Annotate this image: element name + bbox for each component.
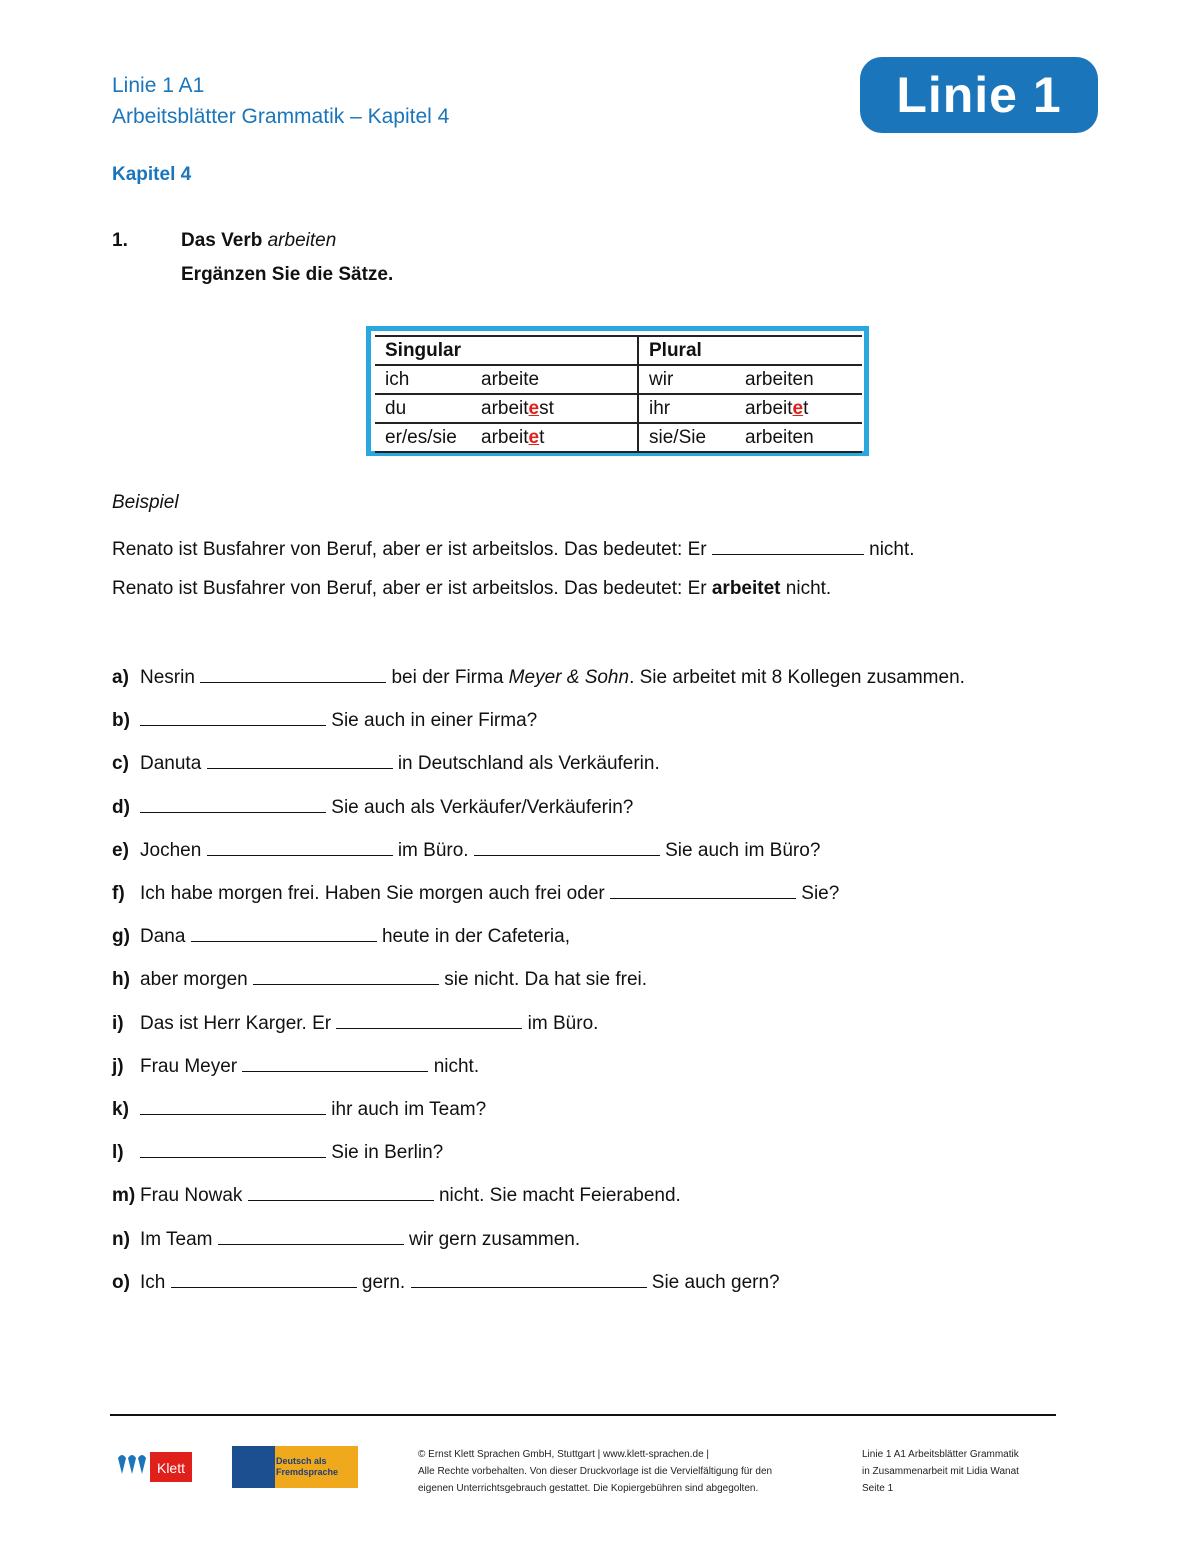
answer-blank[interactable] [140,1096,326,1115]
item-text: Frau Nowak [140,1185,248,1206]
item-letter: i) [112,1013,124,1034]
answer-blank[interactable] [248,1182,434,1201]
exercise-item [112,1010,598,1035]
item-text: Ich [140,1272,171,1293]
exercise-item [112,750,660,775]
answer-blank[interactable] [140,707,326,726]
answer-blank[interactable] [474,837,660,856]
item-text: heute in der Cafeteria, [376,926,570,947]
highlighted-ending: e [528,398,540,419]
daf-label: Deutsch als Fremdsprache [276,1456,339,1477]
item-text: Danuta [140,753,207,774]
exercise-item [112,1269,780,1294]
example-answer: Renato ist Busfahrer von Beruf, aber er ist arbeitslos. Das bedeutet: Er arbeitet nicht. [112,578,832,599]
item-text: Meyer & Sohn [508,667,630,688]
plural-pronoun: ihr [638,394,735,423]
item-text: Dana [140,926,191,947]
plural-header: Plural [638,336,862,365]
item-text: Nesrin [140,667,201,688]
linie1-logo [860,57,1098,133]
singular-header: Singular [375,336,638,365]
item-letter: b) [112,710,130,731]
item-text: nicht. [428,1056,480,1077]
item-letter: a) [112,667,129,688]
footer-copyright: © Ernst Klett Sprachen GmbH, Stuttgart | www.klett-sprachen.de | Alle Rechte vorbehalten. Von dieser Druckvorlage ist die Vervielfältigung für den eigenen Unterrichtsgebrauch gestattet. Die Kopiergebühren sind abgegolten. [418,1449,773,1494]
item-text: sie nicht. Da hat sie frei. [439,969,648,990]
klett-logo [112,1446,192,1488]
singular-form: arbeitet [471,423,638,452]
item-text: nicht. Sie macht Feierabend. [433,1185,681,1206]
exercise-item [112,1096,486,1121]
answer-blank[interactable] [253,966,439,985]
item-text: Sie? [796,883,840,904]
exercise-instruction: Ergänzen Sie die Sätze. [181,264,394,285]
item-letter: k) [112,1099,129,1120]
answer-blank[interactable] [191,923,377,942]
logo-text: Linie 1 [896,67,1062,123]
answer-blank[interactable] [218,1226,404,1245]
singular-pronoun: ich [375,365,471,394]
answer-blank[interactable] [171,1269,357,1288]
item-text: Sie auch als Verkäufer/Verkäuferin? [326,797,634,818]
singular-form: arbeite [471,365,638,394]
exercise-number: 1. [112,230,128,251]
plural-pronoun: wir [638,365,735,394]
item-text: Sie auch in einer Firma? [326,710,538,731]
item-text: aber morgen [140,969,254,990]
exercise-item [112,1139,443,1164]
footer-divider [110,1414,1056,1416]
answer-blank[interactable] [207,750,393,769]
item-letter: g) [112,926,130,947]
item-text: Sie in Berlin? [326,1142,444,1163]
singular-form: arbeitest [471,394,638,423]
exercise-title: Das Verb arbeiten [181,230,337,251]
item-text: im Büro. [522,1013,599,1034]
item-text: ihr auch im Team? [326,1099,487,1120]
conjugation-row [375,394,862,423]
exercise-item [112,794,633,819]
exercise-item [112,1053,479,1078]
daf-logo [232,1446,358,1488]
item-letter: l) [112,1142,124,1163]
item-text: . Sie arbeitet mit 8 Kollegen zusammen. [629,667,965,688]
exercise-item [112,1226,580,1251]
item-text: Jochen [140,840,207,861]
item-letter: d) [112,797,130,818]
item-text: im Büro. [392,840,474,861]
exercise-item [112,1182,681,1207]
conjugation-box [366,326,869,456]
conjugation-row [375,365,862,394]
item-text: bei der Firma [386,667,509,688]
answer-blank[interactable] [336,1010,522,1029]
exercise-item [112,837,820,862]
answer-blank[interactable] [610,880,796,899]
item-text: wir gern zusammen. [403,1229,581,1250]
singular-pronoun: er/es/sie [375,423,471,452]
exercise-verb: arbeiten [267,230,337,251]
conjugation-table [375,335,862,453]
item-text: Sie auch gern? [646,1272,780,1293]
item-text: Sie auch im Büro? [659,840,821,861]
klett-label: Klett [156,1460,186,1476]
exercise-item [112,966,647,991]
answer-blank[interactable] [200,664,386,683]
page-number: Seite 1 [862,1483,894,1494]
item-letter: h) [112,969,130,990]
answer-blank[interactable] [411,1269,647,1288]
plural-form: arbeiten [735,423,862,452]
item-text: gern. [356,1272,411,1293]
item-text: Das ist Herr Karger. Er [140,1013,337,1034]
item-text: in Deutschland als Verkäuferin. [392,753,660,774]
item-letter: n) [112,1229,130,1250]
conjugation-row [375,423,862,452]
item-letter: e) [112,840,129,861]
item-letter: m) [112,1185,136,1206]
item-text: Im Team [140,1229,218,1250]
document-subtitle: Arbeitsblätter Grammatik – Kapitel 4 [112,105,450,128]
item-letter: f) [112,883,125,904]
example-question: Renato ist Busfahrer von Beruf, aber er ist arbeitslos. Das bedeutet: Er nicht. [112,536,915,561]
document-title: Linie 1 A1 [112,74,205,97]
answer-blank[interactable] [140,794,326,813]
exercise-item [112,707,537,732]
example-label: Beispiel [112,492,179,513]
item-letter: c) [112,753,129,774]
answer-blank[interactable] [207,837,393,856]
highlighted-ending: e [792,398,804,419]
answer-blank[interactable] [712,536,864,555]
chapter-heading: Kapitel 4 [112,164,192,185]
exercise-item [112,664,965,689]
exercise-item [112,880,839,905]
item-text: Ich habe morgen frei. Haben Sie morgen auch frei oder [140,883,610,904]
item-text: Frau Meyer [140,1056,243,1077]
answer-blank[interactable] [242,1053,428,1072]
singular-pronoun: du [375,394,471,423]
example-answer-verb: arbeitet [711,578,781,599]
exercise-item [112,923,570,948]
plural-form: arbeitet [735,394,862,423]
highlighted-ending: e [528,427,540,448]
footer-page-info: Linie 1 A1 Arbeitsblätter Grammatik in Zusammenarbeit mit Lidia Wanat Seite 1 [862,1446,1019,1497]
plural-pronoun: sie/Sie [638,423,735,452]
answer-blank[interactable] [140,1139,326,1158]
plural-form: arbeiten [735,365,862,394]
item-letter: o) [112,1272,130,1293]
item-letter: j) [112,1056,124,1077]
